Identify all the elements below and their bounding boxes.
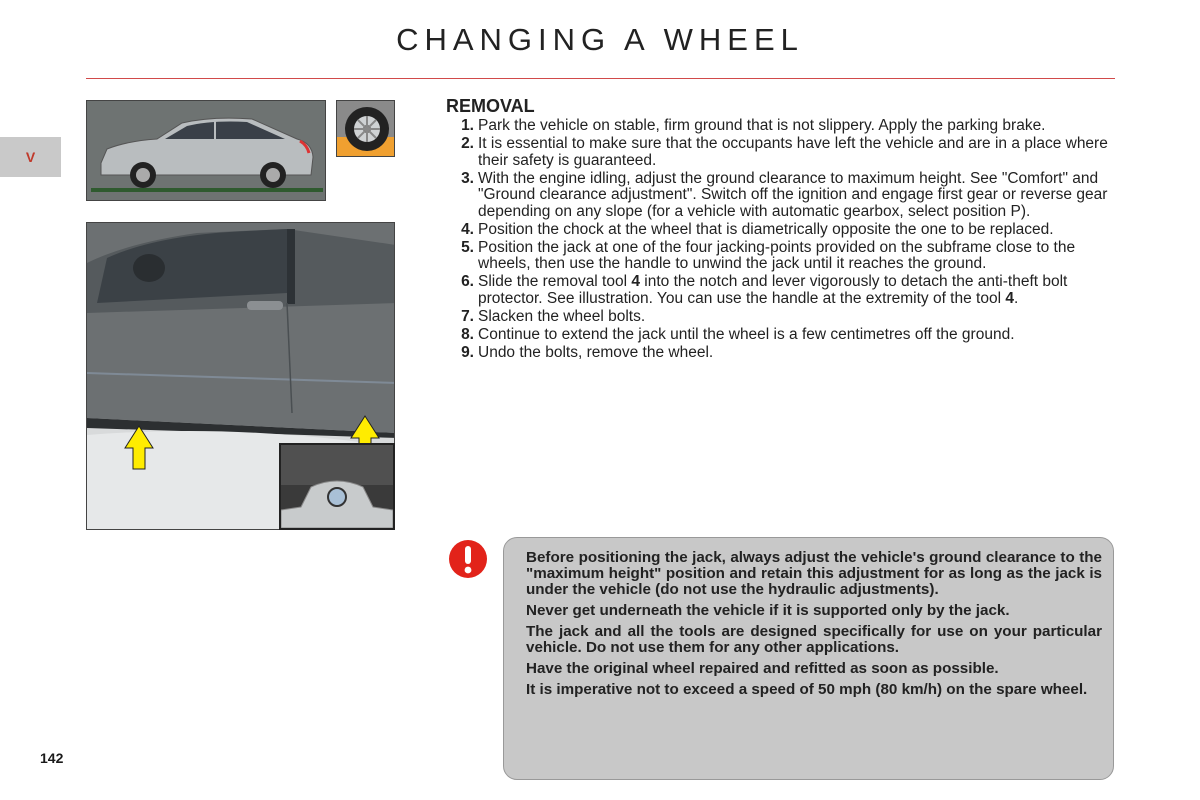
step-text-part: into the notch and lever vigorously to detach the anti-theft bolt protector. See illustration. You can use the handle at the extremity of the tool (478, 273, 1068, 307)
list-item (446, 136, 1116, 169)
step-text: Park the vehicle on stable, firm ground that is not slippery. Apply the parking brake. (478, 117, 1046, 134)
list-item (446, 345, 1116, 362)
step-text-part: Slide the removal tool (478, 273, 632, 290)
list-item (446, 171, 1116, 221)
step-text: Undo the bolts, remove the wheel. (478, 343, 714, 361)
wheel-chock-illustration (336, 100, 395, 157)
removal-steps-list (446, 118, 1116, 363)
step-number: 3. (461, 169, 474, 187)
list-item (446, 327, 1116, 344)
chapter-tab[interactable]: V (0, 137, 61, 177)
warning-paragraph: Have the original wheel repaired and refitted as soon as possible. (526, 660, 999, 677)
list-item (446, 240, 1116, 273)
step-text: It is essential to make sure that the occupants have left the vehicle and are in a place where their safety is guaranteed. (478, 135, 1108, 169)
car-side-illustration (86, 100, 326, 201)
warning-paragraph: It is imperative not to exceed a speed of 50 mph (80 km/h) on the spare wheel. (526, 681, 1088, 698)
warning-paragraph: Never get underneath the vehicle if it is supported only by the jack. (526, 602, 1010, 619)
step-text: Continue to extend the jack until the wheel is a few centimetres off the ground. (478, 325, 1015, 343)
step-text (478, 274, 1116, 307)
step-number: 7. (461, 307, 474, 325)
tool-number: 4 (631, 273, 640, 290)
step-number: 8. (461, 325, 474, 343)
step-number: 2. (461, 135, 474, 152)
warning-paragraph: The jack and all the tools are designed specifically for use on your particular vehicle. Do not use them for any other applications. (526, 623, 1102, 656)
jacking-point-closeup (279, 443, 395, 530)
title-divider (86, 78, 1115, 79)
step-text-part: . (1013, 289, 1019, 307)
tool-number: 4 (1005, 289, 1014, 307)
step-text: Position the chock at the wheel that is diametrically opposite the one to be replaced. (478, 220, 1054, 238)
list-item (446, 222, 1116, 239)
warning-box (503, 537, 1114, 780)
step-number: 6. (461, 273, 474, 290)
step-text: With the engine idling, adjust the ground clearance to maximum height. See "Comfort" and "Ground clearance adjustment". Switch off the ignition and engage first gear or reverse gear depending on any slope (for a vehicle with automatic gearbox, select position P). (478, 169, 1108, 220)
list-item (446, 274, 1116, 307)
removal-heading: REMOVAL (446, 96, 535, 116)
page-number: 142 (40, 750, 64, 766)
list-item (446, 309, 1116, 326)
warning-paragraph: Before positioning the jack, always adjust the vehicle's ground clearance to the "maximum height" position and retain this adjustment for as long as the jack is under the vehicle (do not use the hydraulic adjustments). (526, 549, 1102, 598)
step-text: Position the jack at one of the four jacking-points provided on the subframe close to the wheels, then use the handle to unwind the jack until it reaches the ground. (478, 238, 1076, 272)
step-number: 4. (461, 220, 474, 238)
step-number: 5. (461, 238, 474, 256)
exclamation-icon (448, 539, 488, 579)
step-number: 9. (461, 343, 474, 361)
step-number: 1. (461, 117, 474, 134)
step-text: Slacken the wheel bolts. (478, 307, 646, 325)
page-title: CHANGING A WHEEL (396, 22, 804, 57)
list-item (446, 118, 1116, 135)
